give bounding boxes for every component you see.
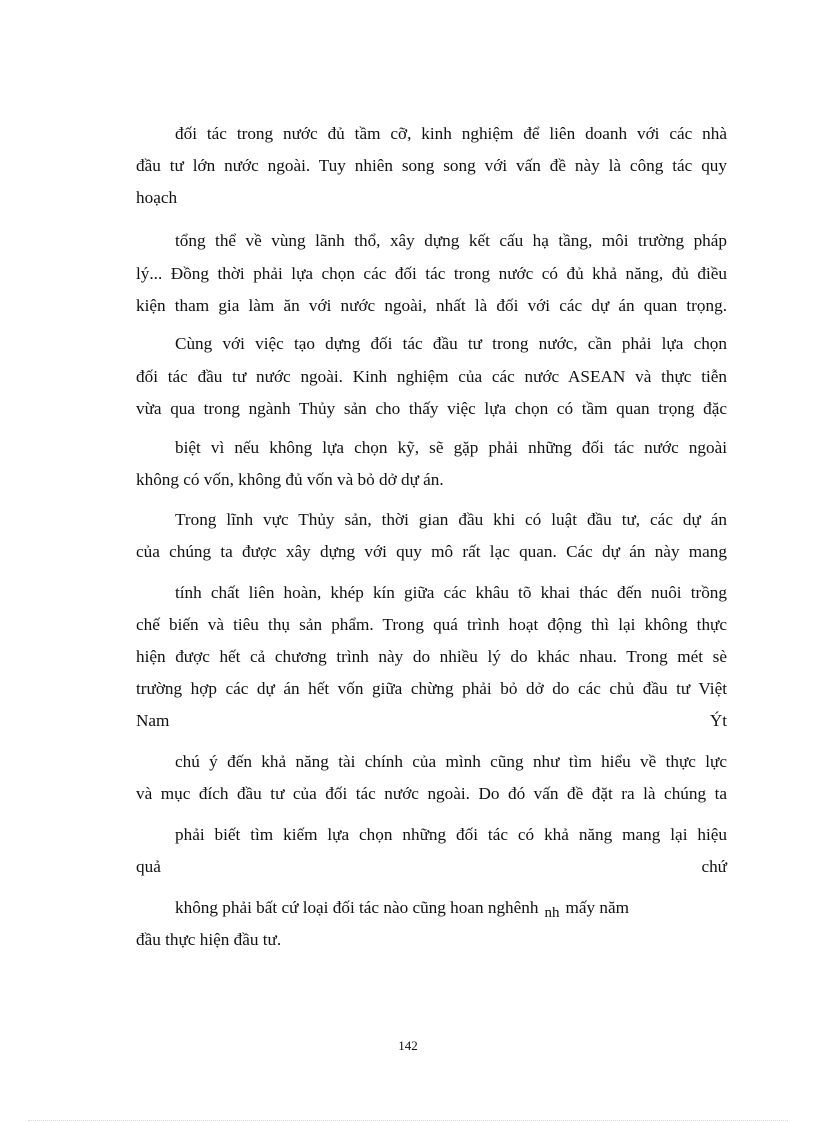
text-line: chế biến và tiêu thụ sản phẩm. Trong quá trình hoạt động thì lại không thực xyxy=(136,615,727,634)
text-line: Trong lĩnh vực Thủy sản, thời gian đầu khi có luật đầu tư, các dự án xyxy=(175,510,727,529)
text-fragment-right: chứ xyxy=(701,857,727,876)
text-line: đối tác trong nước đủ tầm cỡ, kinh nghiệm để liên doanh với các nhà xyxy=(175,124,727,143)
text-line: tính chất liên hoàn, khép kín giữa các khâu tõ khai thác đến nuôi trồng xyxy=(175,583,727,602)
text-line: Cùng với việc tạo dựng đối tác đầu tư trong nước, cần phải lựa chọn xyxy=(175,334,727,353)
text-fragment: mấy năm xyxy=(565,898,629,917)
page-number: 142 xyxy=(398,1038,418,1053)
text-line: kiện tham gia làm ăn với nước ngoài, nhất là đối với các dự án quan trọng. xyxy=(136,296,727,315)
text-line: vừa qua trong ngành Thủy sản cho thấy việc lựa chọn có tầm quan trọng đặc xyxy=(136,399,727,418)
text-fragment-right: Ýt xyxy=(709,711,727,730)
text-line: tổng thể về vùng lãnh thổ, xây dựng kết cấu hạ tầng, môi trường pháp xyxy=(175,231,727,250)
text-line: đối tác đầu tư nước ngoài. Kinh nghiệm của các nước ASEAN và thực tiễn xyxy=(136,367,727,386)
text-line: đầu tư lớn nước ngoài. Tuy nhiên song song với vấn đề này là công tác quy xyxy=(136,156,727,175)
text-line: hoạch xyxy=(136,188,178,207)
text-line: chú ý đến khả năng tài chính của mình cũng như tìm hiểu về thực lực xyxy=(175,752,727,771)
text-line: không có vốn, không đủ vốn và bỏ dở dự án. xyxy=(136,470,444,489)
text-line: phải biết tìm kiếm lựa chọn những đối tác có khả năng mang lại hiệu xyxy=(175,825,727,844)
text-line: và mục đích đầu tư của đối tác nước ngoài. Do đó vấn đề đặt ra là chúng ta xyxy=(136,784,727,803)
page-bottom-rule xyxy=(28,1120,788,1121)
subscript-fragment: nh xyxy=(544,905,560,921)
text-fragment-left: quả xyxy=(136,857,161,876)
text-line: trường hợp các dự án hết vốn giữa chừng phải bỏ dở do các chủ đầu tư Việt xyxy=(136,679,727,698)
text-line: lý... Đồng thời phải lựa chọn các đối tác trong nước có đủ khả năng, đủ điều xyxy=(136,264,727,283)
text-fragment: không phải bất cứ loại đối tác nào cũng hoan nghênh xyxy=(175,898,539,917)
text-line-with-subscript xyxy=(175,897,629,920)
text-fragment-left: Nam xyxy=(136,711,170,730)
text-line: đầu thực hiện đầu tư. xyxy=(136,930,282,949)
text-line: của chúng ta được xây dựng với quy mô rất lạc quan. Các dự án này mang xyxy=(136,542,727,561)
text-line: hiện được hết cả chương trình này do nhiều lý do khác nhau. Trong mét sè xyxy=(136,647,727,666)
text-line: biệt vì nếu không lựa chọn kỹ, sẽ gặp phải những đối tác nước ngoài xyxy=(175,438,727,457)
